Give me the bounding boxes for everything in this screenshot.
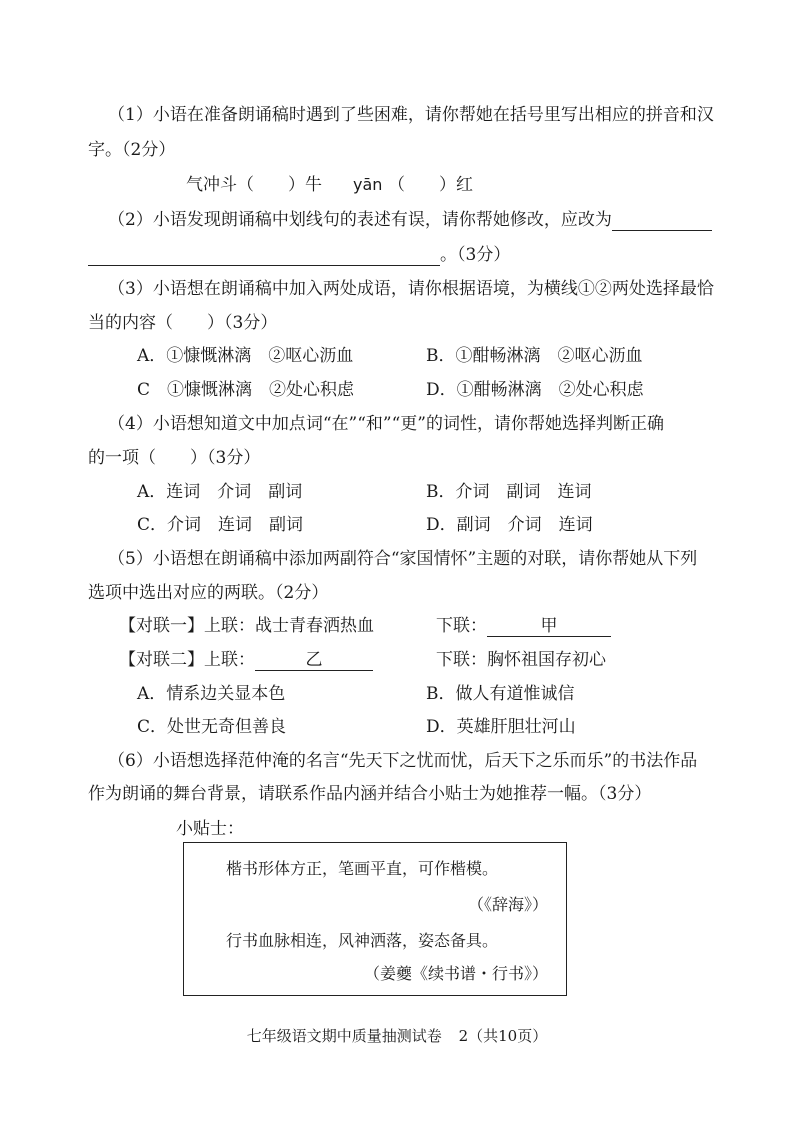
q4-stem-line1: （4）小语想知道文中加点词“在”“和”“更”的词性，请你帮她选择判断正确	[108, 414, 664, 434]
page-footer	[0, 1025, 794, 1046]
tip-source-xushupu: （姜夔《续书谱・行书》）	[363, 964, 548, 983]
q4-stem-line2: 的一项（ ）（3分）	[88, 448, 261, 468]
couplet1-lower-blank[interactable]: 甲	[487, 616, 611, 637]
q3-stem-line1: （3）小语想在朗诵稿中加入两处成语，请你根据语境，为横线①②两处选择最恰	[108, 279, 714, 299]
q6-stem-line2: 作为朗诵的舞台背景，请联系作品内涵并结合小贴士为她推荐一幅。（3分）	[88, 784, 652, 804]
couplet2-upper	[119, 649, 373, 671]
q3-option-d: D．①酣畅淋漓 ②处心积虑	[426, 380, 644, 400]
q5-option-a: A．情系边关显本色	[137, 684, 286, 704]
q2-stem-text: （2）小语发现朗诵稿中划线句的表述有误，请你帮她修改，应改为	[108, 210, 612, 230]
couplet2-lower: 下联：胸怀祖国存初心	[436, 650, 606, 670]
q3-option-c: C ①慷慨淋漓 ②处心积虑	[137, 380, 355, 400]
q4-option-c: C．介词 连词 副词	[137, 515, 304, 535]
q5-stem-line2: 选项中选出对应的两联。（2分）	[88, 583, 329, 603]
q4-option-d: D．副词 介词 连词	[426, 515, 593, 535]
q1-item-a: 气冲斗（ ）牛	[186, 175, 322, 195]
q5-stem-line1: （5）小语想在朗诵稿中添加两副符合“家国情怀”主题的对联，请你帮她从下列	[108, 549, 698, 569]
tip-line-xingshu: 行书血脉相连，风神洒落，姿态备具。	[226, 931, 499, 950]
tip-label: 小贴士：	[176, 819, 244, 839]
q5-option-d: D．英雄肝胆壮河山	[426, 717, 576, 737]
couplet1-lower	[436, 615, 611, 637]
couplet1-lower-label: 下联：	[436, 616, 487, 636]
q2-stem-line2	[88, 244, 510, 266]
tip-source-cihai: （《辞海》）	[467, 895, 548, 914]
q1-stem-line1: （1）小语在准备朗诵稿时遇到了些困难，请你帮她在括号里写出相应的拼音和汉	[108, 105, 714, 125]
q1-item-b-pinyin: yān	[353, 175, 383, 194]
q5-option-b: B．做人有道惟诚信	[426, 684, 575, 704]
q2-stem-line1	[108, 209, 712, 231]
couplet1-upper: 【对联一】上联：战士青春洒热血	[119, 616, 374, 636]
tip-line-kaishu: 楷书形体方正，笔画平直，可作楷模。	[226, 859, 499, 878]
tip-box	[183, 842, 567, 996]
q1-stem-line2: 字。（2分）	[88, 140, 176, 160]
q5-option-c: C．处世无奇但善良	[137, 717, 287, 737]
q2-score: 。（3分）	[440, 245, 511, 265]
q3-stem-line2: 当的内容（ ）（3分）	[88, 313, 278, 333]
q3-option-a: A．①慷慨淋漓 ②呕心沥血	[137, 346, 354, 366]
q1-item-b-rest: （ ）红	[388, 175, 473, 195]
footer-exam-title: 七年级语文期中质量抽测试卷	[246, 1027, 442, 1045]
q2-answer-blank-1[interactable]	[612, 212, 712, 231]
couplet2-upper-label: 【对联二】上联：	[119, 650, 255, 670]
q4-option-a: A．连词 介词 副词	[137, 482, 303, 502]
q3-option-b: B．①酣畅淋漓 ②呕心沥血	[426, 346, 643, 366]
footer-page-number: 2（共10页）	[458, 1027, 548, 1045]
q6-stem-line1: （6）小语想选择范仲淹的名言“先天下之忧而忧，后天下之乐而乐”的书法作品	[108, 751, 698, 771]
q4-option-b: B．介词 副词 连词	[426, 482, 592, 502]
q2-answer-blank-2[interactable]	[88, 247, 440, 266]
couplet2-upper-blank[interactable]: 乙	[255, 650, 373, 671]
